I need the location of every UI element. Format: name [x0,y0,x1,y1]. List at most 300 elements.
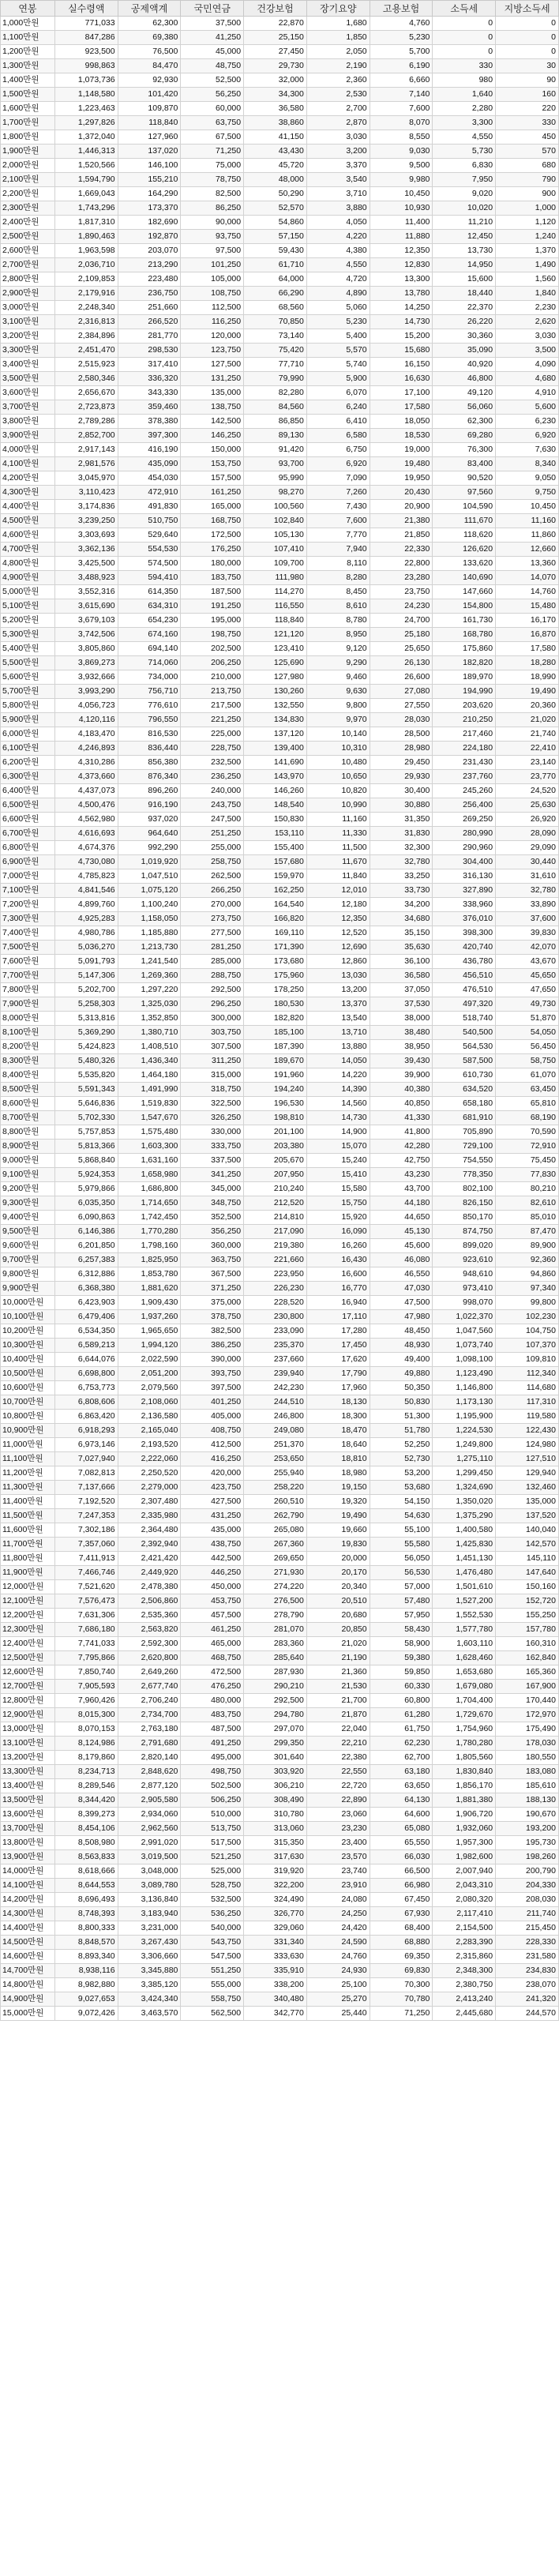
cell-health-insurance: 57,150 [244,230,307,244]
cell-total-deduction: 3,267,430 [118,1936,181,1950]
cell-health-insurance: 226,230 [244,1282,307,1296]
cell-national-pension: 427,500 [181,1495,244,1509]
cell-local-income-tax: 4,090 [496,358,559,372]
cell-national-pension: 296,250 [181,997,244,1012]
cell-local-income-tax: 132,460 [496,1481,559,1495]
cell-total-deduction: 317,410 [118,358,181,372]
cell-total-deduction: 2,991,020 [118,1836,181,1850]
cell-long-term-care: 13,710 [306,1026,370,1040]
cell-employment-insurance: 4,760 [370,17,433,31]
cell-national-pension: 138,750 [181,400,244,415]
table-row [1,969,559,983]
cell-total-deduction: 1,408,510 [118,1040,181,1054]
cell-employment-insurance: 38,480 [370,1026,433,1040]
cell-net-pay: 8,563,833 [54,1850,118,1864]
cell-employment-insurance: 63,180 [370,1765,433,1779]
cell-total-deduction: 2,335,980 [118,1509,181,1523]
cell-national-pension: 333,750 [181,1140,244,1154]
cell-annual-salary: 12,500만원 [1,1651,55,1665]
cell-employment-insurance: 40,380 [370,1083,433,1097]
cell-income-tax: 12,450 [433,230,496,244]
cell-local-income-tax: 900 [496,187,559,201]
cell-local-income-tax: 19,490 [496,685,559,699]
table-row [1,17,559,31]
cell-employment-insurance: 41,800 [370,1125,433,1140]
table-row [1,1594,559,1609]
cell-total-deduction: 1,352,850 [118,1012,181,1026]
cell-net-pay: 4,730,080 [54,855,118,869]
cell-income-tax: 2,080,320 [433,1893,496,1907]
cell-income-tax: 1,098,100 [433,1353,496,1367]
cell-income-tax: 69,280 [433,429,496,443]
cell-health-insurance: 306,210 [244,1779,307,1793]
cell-local-income-tax: 0 [496,17,559,31]
cell-income-tax: 231,430 [433,756,496,770]
cell-income-tax: 1,754,960 [433,1722,496,1737]
cell-net-pay: 8,344,420 [54,1793,118,1808]
cell-income-tax: 1,123,490 [433,1367,496,1381]
cell-total-deduction: 1,075,120 [118,884,181,898]
cell-income-tax: 2,315,860 [433,1950,496,1964]
table-row [1,372,559,386]
cell-net-pay: 2,248,340 [54,301,118,315]
cell-long-term-care: 8,780 [306,614,370,628]
cell-employment-insurance: 7,140 [370,88,433,102]
cell-local-income-tax: 1,560 [496,272,559,287]
cell-net-pay: 7,302,186 [54,1523,118,1538]
cell-long-term-care: 18,300 [306,1410,370,1424]
cell-health-insurance: 260,510 [244,1495,307,1509]
cell-local-income-tax: 162,840 [496,1651,559,1665]
cell-employment-insurance: 42,750 [370,1154,433,1168]
cell-long-term-care: 6,410 [306,415,370,429]
cell-income-tax: 1,653,680 [433,1665,496,1680]
cell-employment-insurance: 5,700 [370,45,433,59]
cell-net-pay: 3,993,290 [54,685,118,699]
cell-net-pay: 8,234,713 [54,1765,118,1779]
cell-income-tax: 1,830,840 [433,1765,496,1779]
cell-long-term-care: 23,400 [306,1836,370,1850]
cell-long-term-care: 3,370 [306,159,370,173]
cell-health-insurance: 127,980 [244,670,307,685]
cell-net-pay: 5,646,836 [54,1097,118,1111]
cell-national-pension: 251,250 [181,827,244,841]
cell-national-pension: 150,000 [181,443,244,457]
cell-long-term-care: 5,570 [306,344,370,358]
table-row [1,73,559,88]
cell-health-insurance: 82,280 [244,386,307,400]
cell-long-term-care: 1,850 [306,31,370,45]
cell-income-tax: 1,299,450 [433,1466,496,1481]
cell-long-term-care: 11,840 [306,869,370,884]
cell-employment-insurance: 6,660 [370,73,433,88]
cell-total-deduction: 1,464,180 [118,1068,181,1083]
cell-national-pension: 56,250 [181,88,244,102]
cell-employment-insurance: 57,000 [370,1580,433,1594]
cell-net-pay: 1,890,463 [54,230,118,244]
cell-employment-insurance: 50,350 [370,1381,433,1395]
cell-health-insurance: 255,940 [244,1466,307,1481]
cell-income-tax: 4,550 [433,130,496,145]
cell-national-pension: 472,500 [181,1665,244,1680]
cell-income-tax: 154,800 [433,599,496,614]
table-row [1,301,559,315]
cell-health-insurance: 237,660 [244,1353,307,1367]
cell-local-income-tax: 122,430 [496,1424,559,1438]
table-row [1,1125,559,1140]
cell-national-pension: 86,250 [181,201,244,216]
cell-income-tax: 1,476,480 [433,1566,496,1580]
cell-annual-salary: 11,500만원 [1,1509,55,1523]
cell-local-income-tax: 43,670 [496,955,559,969]
cell-local-income-tax: 145,110 [496,1552,559,1566]
cell-local-income-tax: 104,750 [496,1324,559,1339]
cell-local-income-tax: 208,030 [496,1893,559,1907]
cell-net-pay: 7,960,426 [54,1694,118,1708]
table-row [1,429,559,443]
cell-national-pension: 270,000 [181,898,244,912]
cell-income-tax: 899,020 [433,1239,496,1253]
cell-income-tax: 1,856,170 [433,1779,496,1793]
cell-long-term-care: 5,900 [306,372,370,386]
cell-national-pension: 360,000 [181,1239,244,1253]
cell-national-pension: 461,250 [181,1623,244,1637]
cell-national-pension: 513,750 [181,1822,244,1836]
cell-local-income-tax: 167,900 [496,1680,559,1694]
cell-income-tax: 729,100 [433,1140,496,1154]
cell-health-insurance: 125,690 [244,656,307,670]
cell-net-pay: 2,451,470 [54,344,118,358]
table-row [1,45,559,59]
cell-employment-insurance: 49,400 [370,1353,433,1367]
cell-annual-salary: 7,300만원 [1,912,55,926]
cell-employment-insurance: 38,000 [370,1012,433,1026]
cell-local-income-tax: 215,450 [496,1921,559,1936]
cell-health-insurance: 196,530 [244,1097,307,1111]
cell-long-term-care: 14,220 [306,1068,370,1083]
table-row [1,216,559,230]
cell-net-pay: 8,070,153 [54,1722,118,1737]
cell-total-deduction: 554,530 [118,543,181,557]
cell-net-pay: 1,148,580 [54,88,118,102]
cell-total-deduction: 1,158,050 [118,912,181,926]
cell-health-insurance: 187,390 [244,1040,307,1054]
cell-employment-insurance: 16,150 [370,358,433,372]
cell-long-term-care: 9,630 [306,685,370,699]
cell-net-pay: 6,146,386 [54,1225,118,1239]
cell-total-deduction: 1,241,540 [118,955,181,969]
cell-employment-insurance: 34,200 [370,898,433,912]
cell-health-insurance: 34,300 [244,88,307,102]
cell-long-term-care: 11,670 [306,855,370,869]
cell-annual-salary: 9,300만원 [1,1196,55,1211]
cell-total-deduction: 2,620,800 [118,1651,181,1665]
cell-national-pension: 300,000 [181,1012,244,1026]
cell-net-pay: 2,852,700 [54,429,118,443]
cell-health-insurance: 38,860 [244,116,307,130]
cell-national-pension: 438,750 [181,1538,244,1552]
table-row [1,941,559,955]
cell-total-deduction: 92,930 [118,73,181,88]
cell-net-pay: 7,137,666 [54,1481,118,1495]
cell-employment-insurance: 47,500 [370,1296,433,1310]
cell-net-pay: 3,805,860 [54,642,118,656]
cell-net-pay: 3,362,136 [54,543,118,557]
cell-health-insurance: 52,570 [244,201,307,216]
cell-local-income-tax: 175,490 [496,1722,559,1737]
cell-employment-insurance: 19,480 [370,457,433,471]
cell-employment-insurance: 66,980 [370,1879,433,1893]
cell-annual-salary: 8,100만원 [1,1026,55,1040]
cell-national-pension: 408,750 [181,1424,244,1438]
cell-employment-insurance: 42,280 [370,1140,433,1154]
cell-income-tax: 6,830 [433,159,496,173]
cell-total-deduction: 2,535,360 [118,1609,181,1623]
cell-annual-salary: 9,000만원 [1,1154,55,1168]
cell-long-term-care: 19,150 [306,1481,370,1495]
cell-annual-salary: 8,900만원 [1,1140,55,1154]
header-employment-insurance: 고용보험 [370,1,433,17]
cell-national-pension: 187,500 [181,585,244,599]
cell-total-deduction: 776,610 [118,699,181,713]
cell-income-tax: 456,510 [433,969,496,983]
cell-local-income-tax: 193,200 [496,1822,559,1836]
cell-long-term-care: 7,090 [306,471,370,486]
cell-total-deduction: 3,463,570 [118,2007,181,2021]
table-row [1,1324,559,1339]
cell-national-pension: 127,500 [181,358,244,372]
cell-employment-insurance: 12,350 [370,244,433,258]
cell-employment-insurance: 43,700 [370,1182,433,1196]
cell-national-pension: 322,500 [181,1097,244,1111]
cell-income-tax: 147,660 [433,585,496,599]
table-row [1,1452,559,1466]
cell-net-pay: 2,723,873 [54,400,118,415]
cell-national-pension: 371,250 [181,1282,244,1296]
cell-long-term-care: 6,750 [306,443,370,457]
table-row [1,543,559,557]
cell-employment-insurance: 56,050 [370,1552,433,1566]
cell-national-pension: 157,500 [181,471,244,486]
cell-long-term-care: 11,500 [306,841,370,855]
cell-annual-salary: 13,800만원 [1,1836,55,1850]
cell-employment-insurance: 9,500 [370,159,433,173]
cell-total-deduction: 127,960 [118,130,181,145]
cell-net-pay: 4,120,116 [54,713,118,727]
cell-annual-salary: 4,300만원 [1,486,55,500]
cell-local-income-tax: 42,070 [496,941,559,955]
cell-health-insurance: 194,240 [244,1083,307,1097]
table-row [1,1367,559,1381]
cell-national-pension: 82,500 [181,187,244,201]
cell-long-term-care: 5,400 [306,329,370,344]
cell-local-income-tax: 570 [496,145,559,159]
table-row [1,1651,559,1665]
table-row [1,1424,559,1438]
cell-long-term-care: 22,890 [306,1793,370,1808]
cell-annual-salary: 2,800만원 [1,272,55,287]
table-row [1,59,559,73]
cell-income-tax: 118,620 [433,528,496,543]
cell-income-tax: 2,117,410 [433,1907,496,1921]
cell-annual-salary: 6,000만원 [1,727,55,742]
cell-national-pension: 240,000 [181,784,244,798]
cell-total-deduction: 118,840 [118,116,181,130]
cell-local-income-tax: 11,160 [496,514,559,528]
header-total-deduction: 공제액계 [118,1,181,17]
cell-employment-insurance: 48,930 [370,1339,433,1353]
cell-annual-salary: 9,900만원 [1,1282,55,1296]
cell-income-tax: 338,960 [433,898,496,912]
cell-employment-insurance: 53,680 [370,1481,433,1495]
cell-income-tax: 587,500 [433,1054,496,1068]
cell-annual-salary: 11,000만원 [1,1438,55,1452]
cell-annual-salary: 3,700만원 [1,400,55,415]
cell-income-tax: 2,380,750 [433,1978,496,1992]
cell-net-pay: 5,036,270 [54,941,118,955]
cell-total-deduction: 2,022,590 [118,1353,181,1367]
cell-total-deduction: 1,100,240 [118,898,181,912]
cell-long-term-care: 16,770 [306,1282,370,1296]
cell-national-pension: 517,500 [181,1836,244,1850]
cell-net-pay: 3,742,506 [54,628,118,642]
cell-total-deduction: 1,853,780 [118,1267,181,1282]
cell-income-tax: 1,375,290 [433,1509,496,1523]
cell-income-tax: 168,780 [433,628,496,642]
cell-national-pension: 382,500 [181,1324,244,1339]
cell-income-tax: 2,280 [433,102,496,116]
cell-annual-salary: 1,500만원 [1,88,55,102]
cell-income-tax: 133,620 [433,557,496,571]
table-row [1,841,559,855]
cell-local-income-tax: 72,910 [496,1140,559,1154]
cell-net-pay: 7,850,740 [54,1665,118,1680]
cell-long-term-care: 6,920 [306,457,370,471]
cell-health-insurance: 169,110 [244,926,307,941]
cell-national-pension: 326,250 [181,1111,244,1125]
table-row [1,500,559,514]
cell-total-deduction: 491,830 [118,500,181,514]
cell-health-insurance: 201,100 [244,1125,307,1140]
cell-local-income-tax: 89,900 [496,1239,559,1253]
table-row [1,1168,559,1182]
cell-income-tax: 290,960 [433,841,496,855]
cell-health-insurance: 303,920 [244,1765,307,1779]
cell-national-pension: 495,000 [181,1751,244,1765]
cell-employment-insurance: 23,280 [370,571,433,585]
cell-annual-salary: 5,900만원 [1,713,55,727]
cell-national-pension: 412,500 [181,1438,244,1452]
cell-annual-salary: 5,200만원 [1,614,55,628]
cell-employment-insurance: 8,070 [370,116,433,130]
cell-health-insurance: 290,210 [244,1680,307,1694]
cell-income-tax: 10,020 [433,201,496,216]
cell-employment-insurance: 35,150 [370,926,433,941]
cell-local-income-tax: 137,520 [496,1509,559,1523]
cell-total-deduction: 84,470 [118,59,181,73]
cell-employment-insurance: 50,830 [370,1395,433,1410]
cell-local-income-tax: 190,670 [496,1808,559,1822]
table-row [1,585,559,599]
cell-national-pension: 266,250 [181,884,244,898]
table-row [1,1907,559,1921]
cell-health-insurance: 198,810 [244,1111,307,1125]
cell-annual-salary: 8,000만원 [1,1012,55,1026]
cell-national-pension: 423,750 [181,1481,244,1495]
cell-annual-salary: 13,100만원 [1,1737,55,1751]
cell-income-tax: 9,020 [433,187,496,201]
cell-long-term-care: 15,240 [306,1154,370,1168]
cell-total-deduction: 236,750 [118,287,181,301]
cell-income-tax: 1,073,740 [433,1339,496,1353]
cell-annual-salary: 8,300만원 [1,1054,55,1068]
cell-national-pension: 213,750 [181,685,244,699]
cell-employment-insurance: 5,230 [370,31,433,45]
cell-long-term-care: 2,700 [306,102,370,116]
cell-health-insurance: 173,680 [244,955,307,969]
cell-total-deduction: 2,763,180 [118,1722,181,1737]
cell-net-pay: 6,753,773 [54,1381,118,1395]
cell-total-deduction: 1,714,650 [118,1196,181,1211]
table-row [1,358,559,372]
cell-net-pay: 4,246,893 [54,742,118,756]
cell-employment-insurance: 13,780 [370,287,433,301]
cell-total-deduction: 674,160 [118,628,181,642]
cell-long-term-care: 21,360 [306,1665,370,1680]
cell-net-pay: 8,748,393 [54,1907,118,1921]
cell-long-term-care: 14,050 [306,1054,370,1068]
cell-income-tax: 245,260 [433,784,496,798]
cell-employment-insurance: 37,530 [370,997,433,1012]
cell-net-pay: 5,202,700 [54,983,118,997]
cell-national-pension: 191,250 [181,599,244,614]
cell-total-deduction: 529,640 [118,528,181,543]
cell-total-deduction: 1,325,030 [118,997,181,1012]
cell-income-tax: 610,730 [433,1068,496,1083]
cell-annual-salary: 6,500만원 [1,798,55,813]
cell-employment-insurance: 13,300 [370,272,433,287]
cell-annual-salary: 7,200만원 [1,898,55,912]
cell-net-pay: 5,369,290 [54,1026,118,1040]
cell-long-term-care: 22,550 [306,1765,370,1779]
cell-total-deduction: 2,392,940 [118,1538,181,1552]
cell-employment-insurance: 62,230 [370,1737,433,1751]
cell-net-pay: 9,072,426 [54,2007,118,2021]
table-row [1,983,559,997]
cell-income-tax: 97,560 [433,486,496,500]
cell-annual-salary: 2,000만원 [1,159,55,173]
cell-local-income-tax: 178,030 [496,1737,559,1751]
cell-local-income-tax: 14,070 [496,571,559,585]
cell-employment-insurance: 31,350 [370,813,433,827]
cell-income-tax: 14,950 [433,258,496,272]
cell-annual-salary: 12,000만원 [1,1580,55,1594]
cell-income-tax: 1,350,020 [433,1495,496,1509]
cell-employment-insurance: 46,550 [370,1267,433,1282]
table-row [1,1182,559,1196]
table-row [1,699,559,713]
cell-employment-insurance: 53,200 [370,1466,433,1481]
cell-long-term-care: 22,210 [306,1737,370,1751]
cell-total-deduction: 816,530 [118,727,181,742]
cell-national-pension: 446,250 [181,1566,244,1580]
cell-local-income-tax: 4,910 [496,386,559,400]
table-row [1,869,559,884]
cell-employment-insurance: 31,830 [370,827,433,841]
cell-employment-insurance: 41,330 [370,1111,433,1125]
cell-net-pay: 5,480,326 [54,1054,118,1068]
cell-local-income-tax: 8,340 [496,457,559,471]
